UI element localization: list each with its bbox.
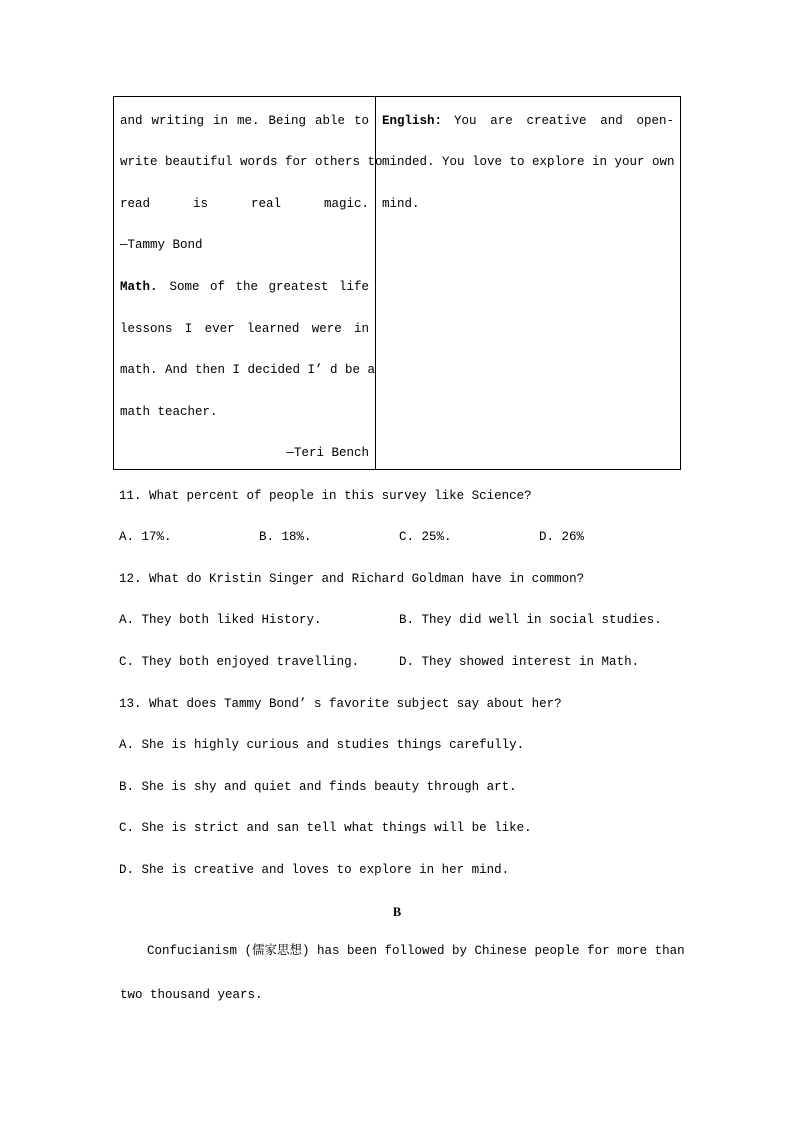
- option-letter: B.: [119, 780, 135, 794]
- question-text: What do Kristin Singer and Richard Goldman have in common?: [149, 572, 585, 586]
- question-text: What percent of people in this survey like Science?: [149, 489, 532, 503]
- teri-attribution: —Teri Bench: [286, 446, 369, 460]
- option-letter: A.: [119, 530, 135, 544]
- section-b-paragraph-line-1: Confucianism (儒家思想) has been followed by Chinese people for more than: [147, 944, 685, 958]
- option-letter: D.: [539, 530, 555, 544]
- question-number: 12.: [119, 572, 142, 586]
- option-letter: C.: [119, 821, 135, 835]
- q12-option-c[interactable]: [119, 653, 359, 671]
- question-11: [119, 487, 532, 505]
- option-letter: C.: [399, 530, 415, 544]
- q13-option-a[interactable]: [119, 736, 524, 754]
- tammy-quote-line-2: write beautiful words for others to: [120, 155, 383, 169]
- table-cell-left: [114, 97, 383, 469]
- option-text: 17%.: [141, 530, 172, 544]
- q13-option-d[interactable]: [119, 861, 509, 879]
- option-text: They did well in social studies.: [421, 613, 662, 627]
- option-text: 25%.: [421, 530, 452, 544]
- section-b-paragraph-line-2: two thousand years.: [120, 988, 263, 1002]
- q11-option-c[interactable]: [399, 528, 452, 546]
- option-text: She is highly curious and studies things carefully.: [141, 738, 525, 752]
- option-text: 18%.: [281, 530, 312, 544]
- q11-option-a[interactable]: [119, 528, 172, 546]
- math-quote-line-3: math. And then I decided I’ d be a: [120, 363, 376, 377]
- option-text: She is creative and loves to explore in her mind.: [141, 863, 510, 877]
- option-letter: D.: [399, 655, 415, 669]
- tammy-attribution: —Tammy Bond: [120, 238, 203, 252]
- math-quote-line-1: Some of the greatest life: [169, 280, 369, 294]
- q12-option-b[interactable]: [399, 611, 662, 629]
- tammy-quote-line-1: and writing in me. Being able to: [120, 114, 369, 128]
- q11-option-b[interactable]: [259, 528, 312, 546]
- survey-table: [113, 96, 681, 470]
- option-letter: A.: [119, 738, 135, 752]
- math-quote-line-4: math teacher.: [120, 405, 218, 419]
- q13-option-b[interactable]: [119, 778, 517, 796]
- option-letter: B.: [259, 530, 275, 544]
- option-letter: C.: [119, 655, 135, 669]
- english-desc-line-2: minded. You love to explore in your own: [382, 155, 675, 169]
- option-text: They both enjoyed travelling.: [141, 655, 360, 669]
- question-12: [119, 570, 584, 588]
- question-text: What does Tammy Bond’ s favorite subject say about her?: [149, 697, 562, 711]
- question-number: 13.: [119, 697, 142, 711]
- tammy-quote-line-3: read is real magic.: [120, 197, 369, 211]
- english-entry-line-1: [382, 112, 674, 130]
- option-text: She is shy and quiet and finds beauty through art.: [141, 780, 517, 794]
- math-quote-line-2: lessons I ever learned were in: [120, 322, 369, 336]
- q12-option-d[interactable]: [399, 653, 639, 671]
- math-subject-label: Math.: [120, 280, 158, 294]
- q12-option-a[interactable]: [119, 611, 322, 629]
- math-entry-line-1: [120, 278, 369, 296]
- question-number: 11.: [119, 489, 142, 503]
- option-text: They showed interest in Math.: [421, 655, 640, 669]
- english-subject-label: English:: [382, 114, 443, 128]
- option-text: 26%: [561, 530, 585, 544]
- english-desc-line-1: You are creative and open-: [454, 114, 674, 128]
- option-letter: A.: [119, 613, 135, 627]
- section-b-heading: B: [392, 905, 402, 919]
- option-text: She is strict and san tell what things will be like.: [141, 821, 532, 835]
- question-13: [119, 695, 562, 713]
- option-letter: B.: [399, 613, 415, 627]
- table-cell-right: [376, 97, 680, 469]
- option-letter: D.: [119, 863, 135, 877]
- english-desc-line-3: mind.: [382, 197, 420, 211]
- option-text: They both liked History.: [141, 613, 322, 627]
- q13-option-c[interactable]: [119, 819, 532, 837]
- q11-option-d[interactable]: [539, 528, 584, 546]
